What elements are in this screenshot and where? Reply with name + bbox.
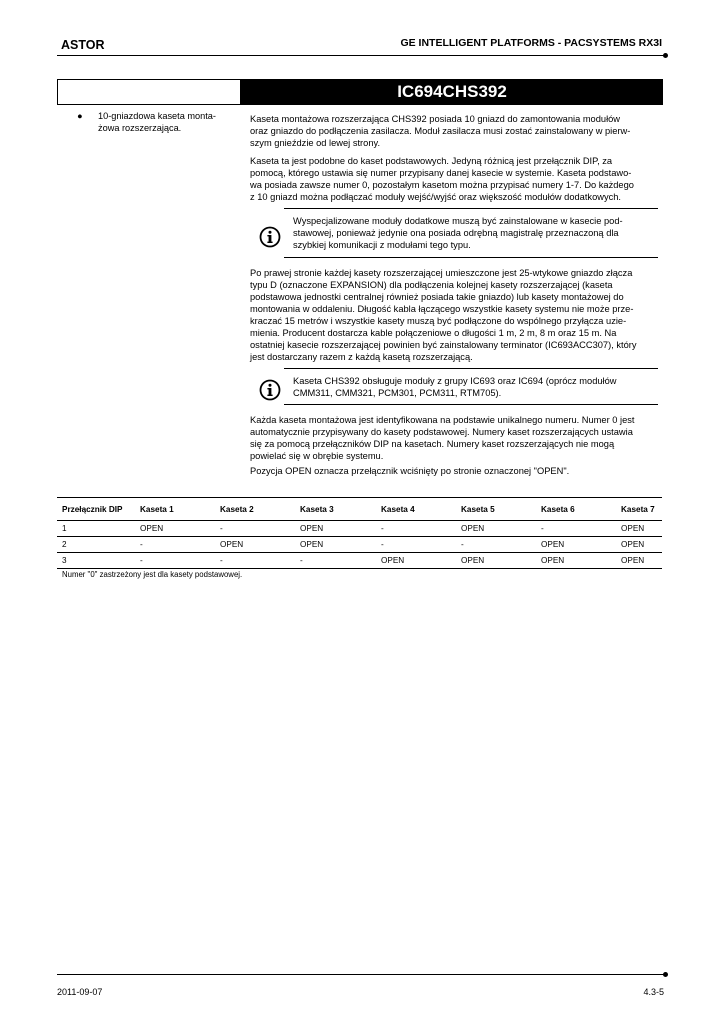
text-line: powielać się w obrębie systemu.	[250, 451, 384, 461]
text-line: Wyspecjalizowane moduły dodatkowe muszą być zainstalowane w kasecie pod-	[293, 216, 623, 226]
feature-bullet	[77, 111, 227, 134]
note-1-top-rule	[284, 208, 658, 209]
bullet-line: 10-gniazdowa kaseta monta-	[98, 111, 216, 121]
text-line: wa posiada zawsze numer 0, pozostałym kasetom można przypisać numery 1-7. Do każdego	[250, 180, 634, 190]
text-line: Kaseta ta jest podobne do kaset podstawowych. Jedyną różnicą jest przełącznik DIP, za	[250, 156, 613, 166]
footer-rule-end-dot	[663, 972, 668, 977]
text-line: stawowej, ponieważ jedynie ona posiada odrębną magistralę przeznaczoną dla	[293, 228, 619, 238]
text-line: automatycznie przypisywany do kasety podstawowej. Numery kaset rozszerzających ustawia	[250, 427, 633, 437]
table-cell: -	[456, 537, 536, 553]
table-row	[57, 537, 662, 553]
bullet-line: żowa rozszerzająca.	[98, 122, 182, 133]
text-line: z 10 gniazd można podłączać moduły wejść/wyjść oraz większość modułów dodatkowych.	[250, 192, 622, 202]
note-1-bottom-rule	[284, 257, 658, 258]
table-row	[57, 521, 662, 537]
paragraph-4	[250, 414, 658, 462]
column-header: Kaseta 6	[536, 498, 616, 521]
text-line: szym gnieździe od lewej strony.	[250, 138, 381, 148]
column-header: Kaseta 7	[616, 498, 662, 521]
table-cell: OPEN	[536, 537, 616, 553]
table-cell: OPEN	[536, 553, 616, 569]
text-line: Kaseta montażowa rozszerzająca CHS392 posiada 10 gniazd do zamontowania modułów	[250, 114, 621, 124]
table-cell: OPEN	[616, 553, 662, 569]
footer-date: 2011-09-07	[57, 987, 103, 997]
table-cell: -	[135, 537, 215, 553]
table-cell: -	[215, 521, 295, 537]
column-header: Kaseta 3	[295, 498, 376, 521]
page-title: IC694CHS392	[397, 82, 507, 101]
info-icon	[259, 226, 281, 248]
text-line: oraz gniazdo do podłączenia zasilacza. Moduł zasilacza musi zostać zainstalowany w pierw-	[250, 126, 631, 136]
paragraph-3	[250, 267, 658, 363]
table-cell: OPEN	[295, 521, 376, 537]
text-line: montowania w oddaleniu. Długość kabla łączącego wszystkie kasety systemu nie może prze-	[250, 304, 634, 314]
text-line: CMM311, CMM321, PCM301, PCM311, RTM705).	[293, 388, 502, 398]
column-header: Przełącznik DIP	[57, 498, 135, 521]
table-cell: 3	[57, 553, 135, 569]
text-line: pomocą, którego ustawia się numer przypisany danej kasecie w systemie. Kaseta podstawo-	[250, 168, 632, 178]
note-1	[293, 215, 653, 251]
dip-switch-table	[57, 497, 662, 569]
note-2-top-rule	[284, 368, 658, 369]
table-cell: OPEN	[215, 537, 295, 553]
column-header: Kaseta 4	[376, 498, 456, 521]
header-rule	[57, 55, 665, 56]
text-line: mienia. Producent dostarcza kable połączeniowe o długości 1 m, 2 m, 8 m oraz 15 m. Na	[250, 328, 617, 338]
table-cell: OPEN	[295, 537, 376, 553]
table-cell: -	[376, 521, 456, 537]
text-line: Po prawej stronie każdej kasety rozszerzającej umieszczone jest 25-wtykowe gniazdo złącza	[250, 268, 633, 278]
header-rule-end-dot	[663, 53, 668, 58]
table-cell: OPEN	[616, 521, 662, 537]
table-cell: -	[536, 521, 616, 537]
info-icon	[259, 379, 281, 401]
column-header: Kaseta 2	[215, 498, 295, 521]
column-header: Kaseta 5	[456, 498, 536, 521]
note-2	[293, 375, 653, 399]
paragraph-5	[250, 465, 658, 477]
table-cell: OPEN	[456, 521, 536, 537]
paragraph-2	[250, 155, 658, 203]
text-line: szybkiej komunikacji z modułami tego typu.	[293, 240, 471, 250]
table-footnote: Numer "0" zastrzeżony jest dla kasety podstawowej.	[62, 570, 243, 579]
table-cell: -	[376, 537, 456, 553]
text-line: Każda kaseta montażowa jest identyfikowana na podstawie unikalnego numeru. Numer 0 jest	[250, 415, 635, 425]
table-cell: OPEN	[135, 521, 215, 537]
sidebar-title-cell	[57, 79, 241, 105]
text-line: się za pomocą przełączników DIP na kasetach. Numery kaset rozszerzających nie mogą	[250, 439, 615, 449]
table-cell: OPEN	[456, 553, 536, 569]
column-header: Kaseta 1	[135, 498, 215, 521]
text-line: jest dostarczany razem z każdą kasetą rozszerzającą.	[250, 352, 473, 362]
table-cell: -	[295, 553, 376, 569]
paragraph-1	[250, 113, 658, 149]
table-cell: 2	[57, 537, 135, 553]
text-line: Pozycja OPEN oznacza przełącznik wciśnięty po stronie oznaczonej "OPEN".	[250, 466, 570, 476]
text-line: podstawowa jednostki centralnej również posiada takie gniazdo) lub kasety montażowej do	[250, 292, 624, 302]
text-line: Kaseta CHS392 obsługuje moduły z grupy IC693 oraz IC694 (oprócz modułów	[293, 376, 617, 386]
table-cell: 1	[57, 521, 135, 537]
header-title: GE INTELLIGENT PLATFORMS - PACSYSTEMS RX3I	[400, 37, 662, 49]
table-cell: OPEN	[616, 537, 662, 553]
bullet-icon: ●	[77, 111, 83, 121]
title-bar	[241, 79, 663, 105]
table-cell: -	[215, 553, 295, 569]
table-cell: OPEN	[376, 553, 456, 569]
table-header-row	[57, 498, 662, 521]
header-brand: ASTOR	[61, 38, 105, 52]
text-line: ostatniej kasecie rozszerzającej powinien być zainstalowany terminator (IC693ACC307), który	[250, 340, 637, 350]
note-2-bottom-rule	[284, 404, 658, 405]
table-cell: -	[135, 553, 215, 569]
page-number: 4.3-5	[643, 987, 664, 997]
text-line: typu D (oznaczone EXPANSION) dla podłączenia kolejnej kasety rozszerzającej (kaseta	[250, 280, 613, 290]
text-line: kraczać 15 metrów i wszystkie kasety muszą być podłączone do wspólnego przyłącza uzie-	[250, 316, 627, 326]
footer-rule	[57, 974, 665, 975]
table-row	[57, 553, 662, 569]
